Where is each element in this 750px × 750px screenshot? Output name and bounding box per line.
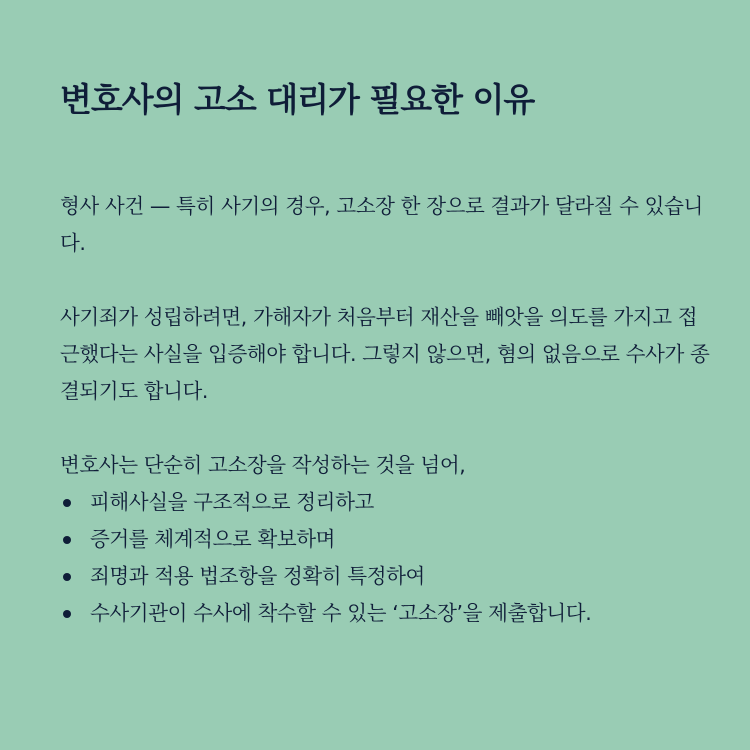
content-card <box>60 80 710 632</box>
bullet-dot-icon <box>63 610 71 618</box>
list-item <box>60 558 710 595</box>
page-title: 변호사의 고소 대리가 필요한 이유 <box>60 80 535 119</box>
bullet-dot-icon <box>63 499 71 507</box>
fraud-explanation-paragraph: 사기죄가 성립하려면, 가해자가 처음부터 재산을 빼앗을 의도를 가지고 접근했다는 사실을 입증해야 합니다. 그렇지 않으면, 혐의 없음으로 수사가 종결되기도 합니다. <box>60 304 710 403</box>
lawyer-role-list <box>60 484 710 632</box>
list-item <box>60 595 710 632</box>
list-item-text: 수사기관이 수사에 착수할 수 있는 ‘고소장’을 제출합니다. <box>90 600 592 625</box>
list-item-text: 피해사실을 구조적으로 정리하고 <box>90 489 374 514</box>
intro-paragraph: 형사 사건 — 특히 사기의 경우, 고소장 한 장으로 결과가 달라질 수 있습니다. <box>60 193 703 255</box>
bullet-dot-icon <box>63 536 71 544</box>
list-item-text: 죄명과 적용 법조항을 정확히 특정하여 <box>90 563 425 588</box>
list-item <box>60 484 710 521</box>
list-item-text: 증거를 체계적으로 확보하며 <box>90 526 336 551</box>
bullet-dot-icon <box>63 573 71 581</box>
list-item <box>60 521 710 558</box>
lawyer-role-intro: 변호사는 단순히 고소장을 작성하는 것을 넘어, <box>60 452 466 477</box>
